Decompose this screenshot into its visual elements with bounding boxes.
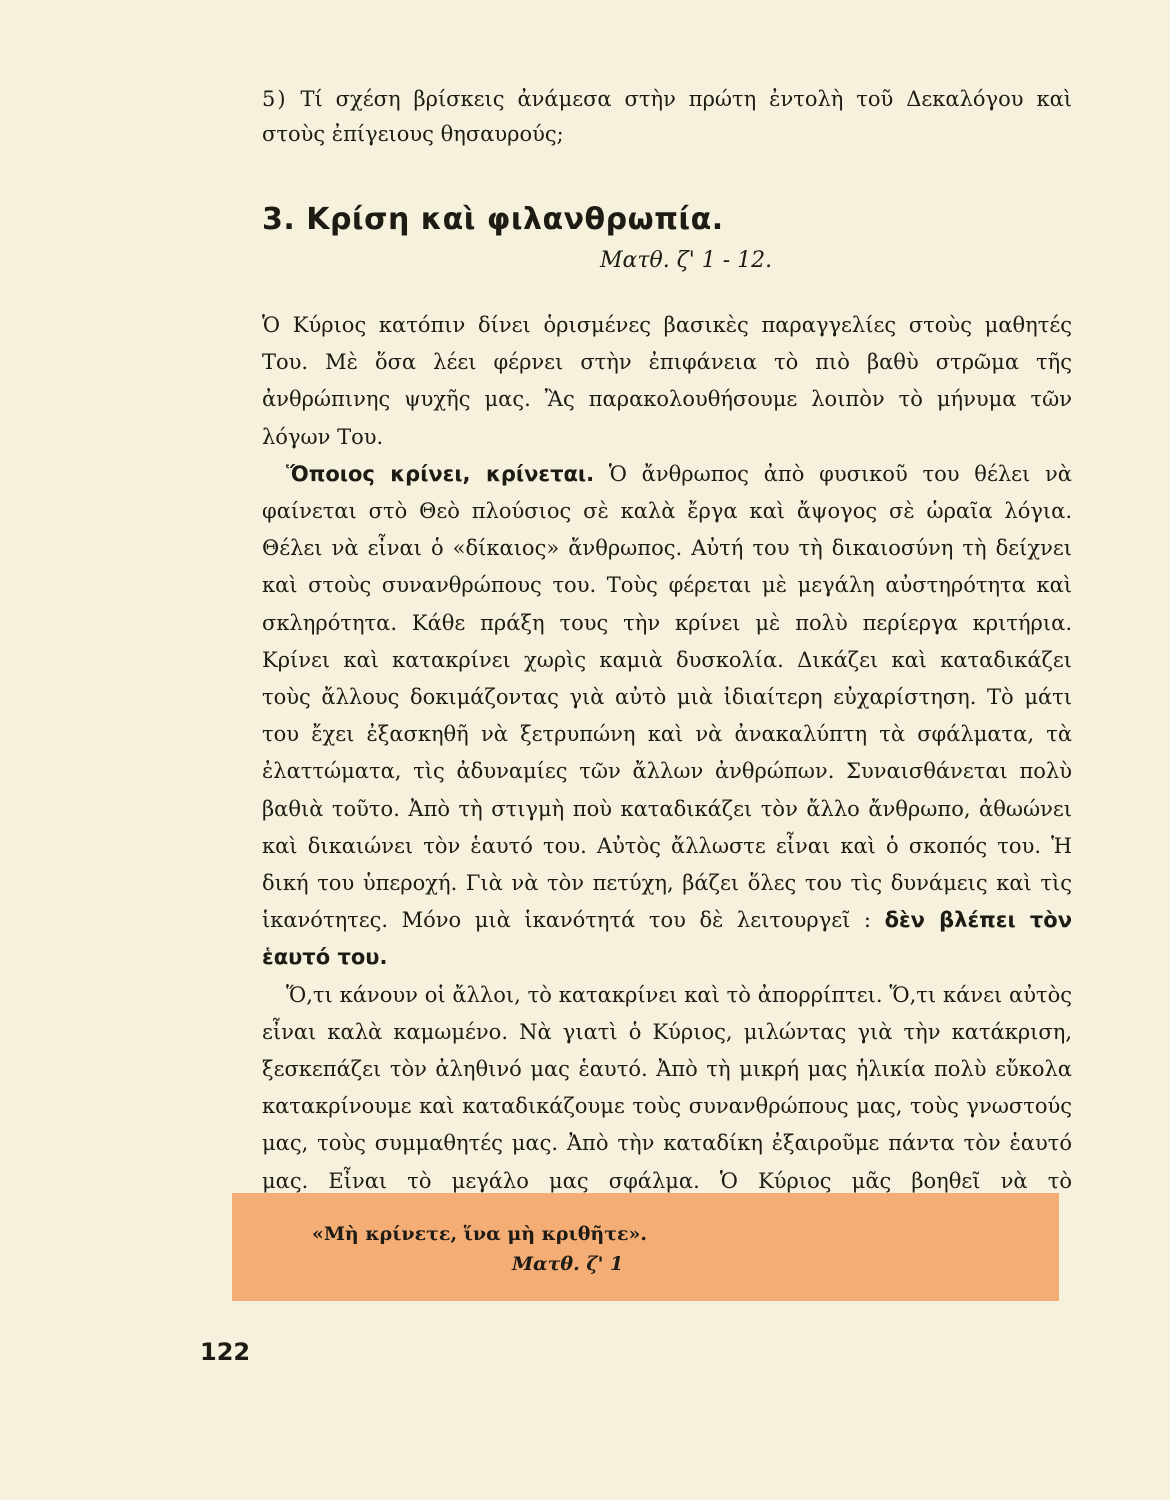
- section-reference: Ματθ. ζ' 1 - 12.: [600, 248, 773, 273]
- paragraph-judging: [262, 456, 1072, 977]
- quote-text: «Μὴ κρίνετε, ἵνα μὴ κριθῆτε».: [312, 1223, 648, 1245]
- paragraph-intro: Ὁ Κύριος κατόπιν δίνει ὁρισμένες βασικὲς παραγγελίες στοὺς μαθητές Του. Μὲ ὅσα λέει φέρνει στὴν ἐπιφάνεια τὸ πιὸ βαθὺ στρῶμα τῆς ἀνθρώπινης ψυχῆς μας. Ἂς παρακολουθήσουμε λοιπὸν τὸ μήνυμα τῶν λόγων Του.: [262, 313, 1072, 449]
- paragraph-lead-bold: Ὅποιος κρίνει, κρίνεται.: [286, 461, 595, 486]
- quote-reference: Ματθ. ζ' 1: [512, 1253, 624, 1275]
- paragraph-tail-bold: δὲν βλέπει τὸν ἑαυτό του.: [262, 908, 1072, 970]
- section-title: 3. Κρίση καὶ φιλανθρωπία.: [262, 202, 724, 237]
- quote-box: [232, 1193, 1059, 1301]
- paragraph-judging-body: Ὁ ἄνθρωπος ἀπὸ φυσικοῦ του θέλει νὰ φαίνεται στὸ Θεὸ πλούσιος σὲ καλὰ ἔργα καὶ ἄψογος σὲ ὡραῖα λόγια. Θέλει νὰ εἶναι ὁ «δίκαιος» ἄνθρωπος. Αὐτή του τὴ δικαιοσύνη τὴ δείχνει καὶ στοὺς συνανθρώπους του. Τοὺς φέρεται μὲ μεγάλη αὐστηρότητα καὶ σκληρότητα. Κάθε πράξη τους τὴν κρίνει μὲ πολὺ περίεργα κριτήρια. Κρίνει καὶ κατακρίνει χωρὶς καμιὰ δυσκολία. Δικάζει καὶ καταδικάζει τοὺς ἄλλους δοκιμάζοντας γιὰ αὐτὸ μιὰ ἰδιαίτερη εὐχαρίστηση. Τὸ μάτι του ἔχει ἐξασκηθῆ νὰ ξετρυπώνη καὶ νὰ ἀνακαλύπτη τὰ σφάλματα, τὰ ἐλαττώματα, τὶς ἀδυναμίες τῶν ἄλλων ἀνθρώπων. Συναισθάνεται πολὺ βαθιὰ τοῦτο. Ἀπὸ τὴ στιγμὴ ποὺ καταδικάζει τὸν ἄλλο ἄνθρωπο, ἀθωώνει καὶ δικαιώνει τὸν ἑαυτό του. Αὐτὸς ἄλλωστε εἶναι καὶ ὁ σκοπός του. Ἡ δική του ὑπεροχή. Γιὰ νὰ τὸν πετύχη, βάζει ὅλες του τὶς δυνάμεις καὶ τὶς ἱκανότητες. Μόνο μιὰ ἱκανότητά του δὲ λειτουργεῖ :: [262, 461, 1072, 933]
- question-text: Τί σχέση βρίσκεις ἀνάμεσα στὴν πρώτη ἐντολὴ τοῦ Δεκαλόγου καὶ στοὺς ἐπίγειους θησαυρούς;: [262, 87, 1072, 146]
- question-number: 5): [262, 87, 288, 111]
- page-number: 122: [200, 1338, 251, 1366]
- paragraph-conclusion: Ὅ,τι κάνουν οἱ ἄλλοι, τὸ κατακρίνει καὶ τὸ ἀπορρίπτει. Ὅ,τι κάνει αὐτὸς εἶναι καλὰ καμωμένο. Νὰ γιατὶ ὁ Κύριος, μιλώντας γιὰ τὴν κατάκριση, ξεσκεπάζει τὸν ἀληθινό μας ἑαυτό. Ἀπὸ τὴ μικρή μας ἡλικία πολὺ εὔκολα κατακρίνουμε καὶ καταδικάζουμε τοὺς συνανθρώπους μας, τοὺς γνωστούς μας, τοὺς συμμαθητές μας. Ἀπὸ τὴν καταδίκη ἐξαιροῦμε πάντα τὸν ἑαυτό μας. Εἶναι τὸ μεγάλο μας σφάλμα. Ὁ Κύριος μᾶς βοηθεῖ νὰ τὸ: [262, 982, 1072, 1193]
- body-text: [262, 307, 1072, 1237]
- review-question: [262, 82, 1072, 152]
